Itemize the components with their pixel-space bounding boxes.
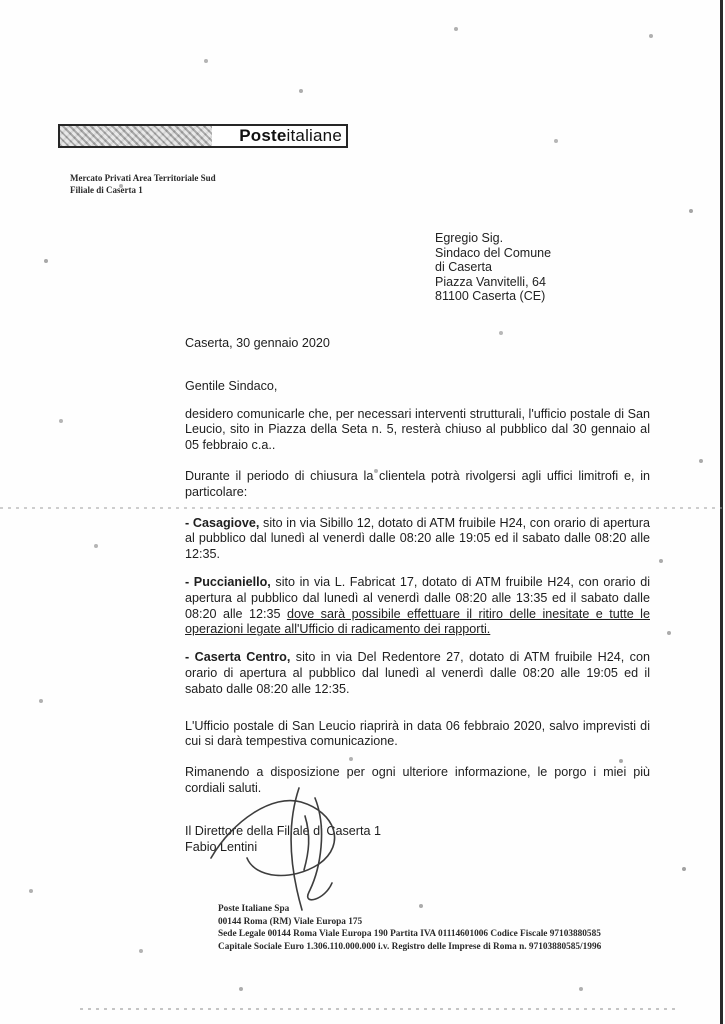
office-item-puccianiello xyxy=(185,575,650,638)
logo-word-poste: Poste xyxy=(239,126,287,145)
recipient-line: Egregio Sig. xyxy=(435,231,504,245)
footer-line: Sede Legale 00144 Roma Viale Europa 190 Partita IVA 01114601006 Codice Fiscale 97103880585 xyxy=(218,929,601,940)
paragraph-intro: desidero comunicarle che, per necessari interventi strutturali, l'ufficio postale di San Leucio, sito in Piazza della Seta n. 5, resterà chiuso al pubblico dal 30 gennaio al 05 febbraio c.a.. xyxy=(185,406,650,453)
signoff-name: Fabio Lentini xyxy=(185,839,258,854)
office-details: sito in via Del Redentore 27, dotato di ATM fruibile H24, con orario di apertura al pubblico dal lunedì al venerdì dalle 08:20 alle 19:05 ed il sabato dalle 08:20 alle 12:35. xyxy=(185,650,650,696)
sender-department-block xyxy=(70,172,216,196)
office-name: - Caserta Centro, xyxy=(185,650,291,665)
poste-italiane-logo xyxy=(58,124,348,148)
footer-line: Poste Italiane Spa xyxy=(218,904,290,914)
sender-line-1: Mercato Privati Area Territoriale Sud xyxy=(70,173,216,183)
letter-body xyxy=(185,336,650,855)
office-item-casagiove xyxy=(185,516,650,563)
office-details: sito in via L. Fabricat 17, dotato di ATM fruibile H24, con orario di apertura al pubblico dal lunedì al venerdì dalle 08:20 alle 13:35 ed il sabato dalle 08:20 alle 12:35 xyxy=(185,574,651,621)
recipient-line: di Caserta xyxy=(435,260,492,275)
recipient-line: Piazza Vanvitelli, 64 xyxy=(435,274,546,289)
salutation: Gentile Sindaco, xyxy=(185,378,278,393)
logo-hatch-band xyxy=(60,126,212,146)
office-underlined-note: dove sarà possibile effettuare il ritiro delle inesitate e tutte le operazioni legate all'Ufficio di radicamento dei rapporti. xyxy=(185,606,650,637)
scan-noise-dots xyxy=(0,0,2,2)
handwritten-signature xyxy=(205,786,365,916)
footer-line: 00144 Roma (RM) Viale Europa 175 xyxy=(218,916,363,927)
office-item-caserta-centro xyxy=(185,650,650,697)
office-details: sito in via Sibillo 12, dotato di ATM fruibile H24, con orario di apertura al pubblico dal lunedì al venerdì dalle 08:20 alle 19:05 ed il sabato dalle 08:20 alle 12:35. xyxy=(185,515,650,562)
sender-line-2: Filiale di Caserta 1 xyxy=(70,185,143,195)
recipient-line: 81100 Caserta (CE) xyxy=(435,289,546,304)
signoff-role: Il Direttore della Filiale di Caserta 1 xyxy=(185,823,381,838)
paragraph-closure-period: Durante il periodo di chiusura la clientela potrà rivolgersi agli uffici limitrofi e, in particolare: xyxy=(185,468,650,499)
company-footer-block xyxy=(218,903,601,953)
paragraph-closing: Rimanendo a disposizione per ogni ulteriore informazione, le porgo i miei più cordiali saluti. xyxy=(185,765,650,795)
footer-line: Capitale Sociale Euro 1.306.110.000.000 i.v. Registro delle Imprese di Roma n. 97103880585/1996 xyxy=(218,941,602,952)
paragraph-reopening: L'Ufficio postale di San Leucio riaprirà in data 06 febbraio 2020, salvo imprevisti di cui si darà tempestiva comunicazione. xyxy=(185,718,650,749)
office-name: - Casagiove, xyxy=(185,515,260,530)
scan-edge-line xyxy=(720,0,723,1024)
scan-artifact-line-bottom xyxy=(80,1008,680,1010)
recipient-address-block xyxy=(435,231,551,304)
recipient-line: Sindaco del Comune xyxy=(435,245,552,260)
office-name: - Puccianiello, xyxy=(185,574,271,589)
logo-wordmark xyxy=(212,126,346,146)
date-line: Caserta, 30 gennaio 2020 xyxy=(185,336,330,350)
logo-word-italiane: italiane xyxy=(286,126,342,145)
